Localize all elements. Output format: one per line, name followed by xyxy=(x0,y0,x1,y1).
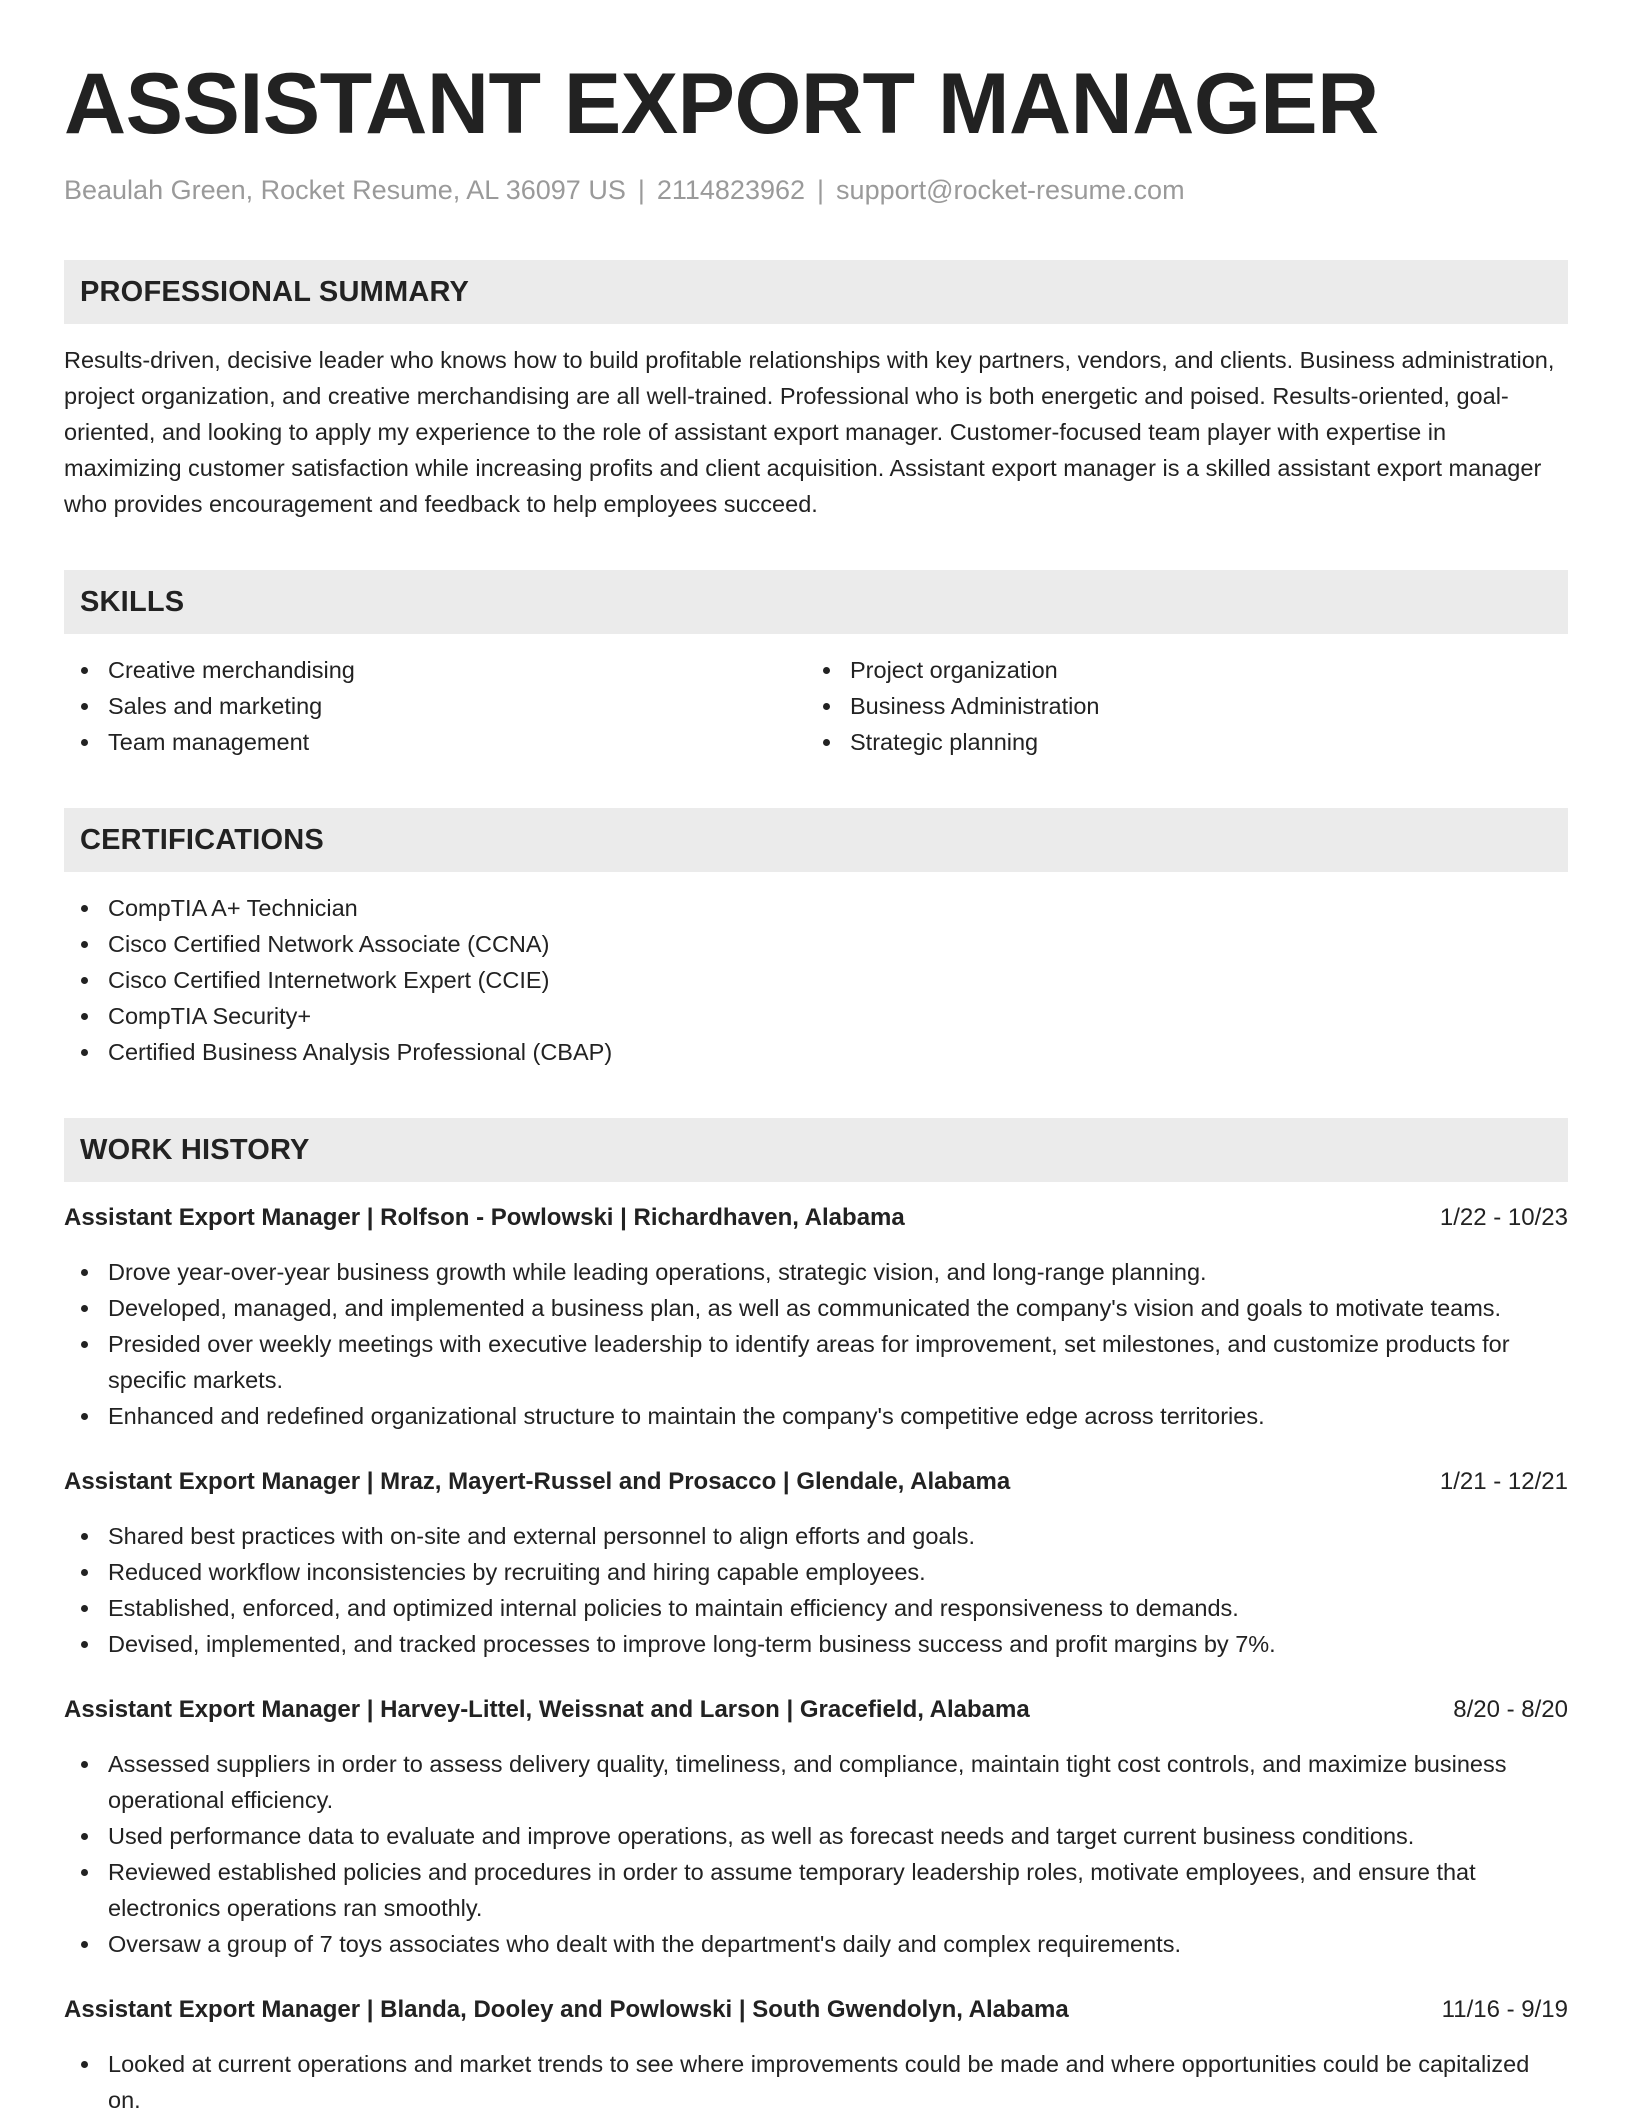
summary-text: Results-driven, decisive leader who knows how to build profitable relationships with key partners, vendors, and clients. Business administration, project organization, and creative merchandising are all well-trained. Professional who is both energetic and poised. Results-oriented, goal-oriented, and looking to apply my experience to the role of assistant export manager. Customer-focused team player with expertise in maximizing customer satisfaction while increasing profits and client acquisition. Assistant export manager is a skilled assistant export manager who provides encouragement and feedback to help employees succeed. xyxy=(64,347,1555,517)
certification-item: Cisco Certified Network Associate (CCNA) xyxy=(64,926,1568,962)
job-dates: 1/21 - 12/21 xyxy=(1439,1468,1568,1495)
skill-item: Creative merchandising xyxy=(64,652,806,688)
contact-line xyxy=(64,170,1568,210)
contact-phone: 2114823962 xyxy=(656,175,806,205)
job-bullets xyxy=(64,1518,1568,1662)
job-bullet: Assessed suppliers in order to assess delivery quality, timeliness, and compliance, maintain tight cost controls, and maximize business operational efficiency. xyxy=(64,1746,1568,1818)
job-bullet: Presided over weekly meetings with executive leadership to identify areas for improvement, set milestones, and customize products for specific markets. xyxy=(64,1326,1568,1398)
certifications-heading: CERTIFICATIONS xyxy=(64,808,1568,872)
job-bullet: Reviewed established policies and procedures in order to assume temporary leadership roles, motivate employees, and ensure that electronics operations ran smoothly. xyxy=(64,1854,1568,1926)
job-bullet: Drove year-over-year business growth while leading operations, strategic vision, and long-range planning. xyxy=(64,1254,1568,1290)
job-bullets xyxy=(64,2046,1568,2118)
job-bullet: Developed, managed, and implemented a business plan, as well as communicated the company's vision and goals to motivate teams. xyxy=(64,1290,1568,1326)
job-bullet: Shared best practices with on-site and external personnel to align efforts and goals. xyxy=(64,1518,1568,1554)
job-entry xyxy=(64,1992,1568,2118)
job-dates: 11/16 - 9/19 xyxy=(1441,1996,1568,2023)
job-bullet: Enhanced and redefined organizational structure to maintain the company's competitive edge across territories. xyxy=(64,1398,1568,1434)
skill-item: Project organization xyxy=(806,652,1548,688)
skills-list-left xyxy=(64,652,806,760)
job-dates: 8/20 - 8/20 xyxy=(1453,1696,1568,1723)
skill-item: Strategic planning xyxy=(806,724,1548,760)
contact-separator: | xyxy=(817,175,825,205)
job-entry xyxy=(64,1464,1568,1662)
certifications-list xyxy=(64,890,1568,1070)
job-header xyxy=(64,1992,1568,2028)
job-dates: 1/22 - 10/23 xyxy=(1439,1204,1568,1231)
certification-item: CompTIA Security+ xyxy=(64,998,1568,1034)
contact-email: support@rocket-resume.com xyxy=(836,175,1185,205)
skills-list-right xyxy=(806,652,1548,760)
contact-address: Beaulah Green, Rocket Resume, AL 36097 US xyxy=(64,175,626,205)
job-header xyxy=(64,1200,1568,1236)
job-header xyxy=(64,1692,1568,1728)
job-bullet: Devised, implemented, and tracked processes to improve long-term business success and profit margins by 7%. xyxy=(64,1626,1568,1662)
skills-heading: SKILLS xyxy=(64,570,1568,634)
skill-item: Sales and marketing xyxy=(64,688,806,724)
job-entry xyxy=(64,1692,1568,1962)
job-title: Assistant Export Manager | Harvey-Littel, Weissnat and Larson | Gracefield, Alabama xyxy=(64,1696,1030,1723)
job-title: Assistant Export Manager | Blanda, Dooley and Powlowski | South Gwendolyn, Alabama xyxy=(64,1996,1069,2023)
certification-item: Certified Business Analysis Professional (CBAP) xyxy=(64,1034,1568,1070)
job-bullet: Used performance data to evaluate and improve operations, as well as forecast needs and target current business conditions. xyxy=(64,1818,1568,1854)
summary-heading: PROFESSIONAL SUMMARY xyxy=(64,260,1568,324)
certification-item: Cisco Certified Internetwork Expert (CCIE) xyxy=(64,962,1568,998)
job-bullet: Established, enforced, and optimized internal policies to maintain efficiency and responsiveness to demands. xyxy=(64,1590,1568,1626)
contact-separator: | xyxy=(637,175,645,205)
job-title: Assistant Export Manager | Rolfson - Powlowski | Richardhaven, Alabama xyxy=(64,1204,905,1231)
job-bullets xyxy=(64,1254,1568,1434)
job-bullets xyxy=(64,1746,1568,1962)
skill-item: Business Administration xyxy=(806,688,1548,724)
job-title: Assistant Export Manager | Mraz, Mayert-Russel and Prosacco | Glendale, Alabama xyxy=(64,1468,1011,1495)
resume-title: ASSISTANT EXPORT MANAGER xyxy=(64,56,1379,152)
certification-item: CompTIA A+ Technician xyxy=(64,890,1568,926)
job-bullet: Reduced workflow inconsistencies by recruiting and hiring capable employees. xyxy=(64,1554,1568,1590)
job-bullet: Oversaw a group of 7 toys associates who dealt with the department's daily and complex requirements. xyxy=(64,1926,1568,1962)
job-header xyxy=(64,1464,1568,1500)
skill-item: Team management xyxy=(64,724,806,760)
job-entry xyxy=(64,1200,1568,1434)
work-history-heading: WORK HISTORY xyxy=(64,1118,1568,1182)
skills-grid xyxy=(64,634,1568,760)
job-bullet: Looked at current operations and market trends to see where improvements could be made and where opportunities could be capitalized on. xyxy=(64,2046,1568,2118)
